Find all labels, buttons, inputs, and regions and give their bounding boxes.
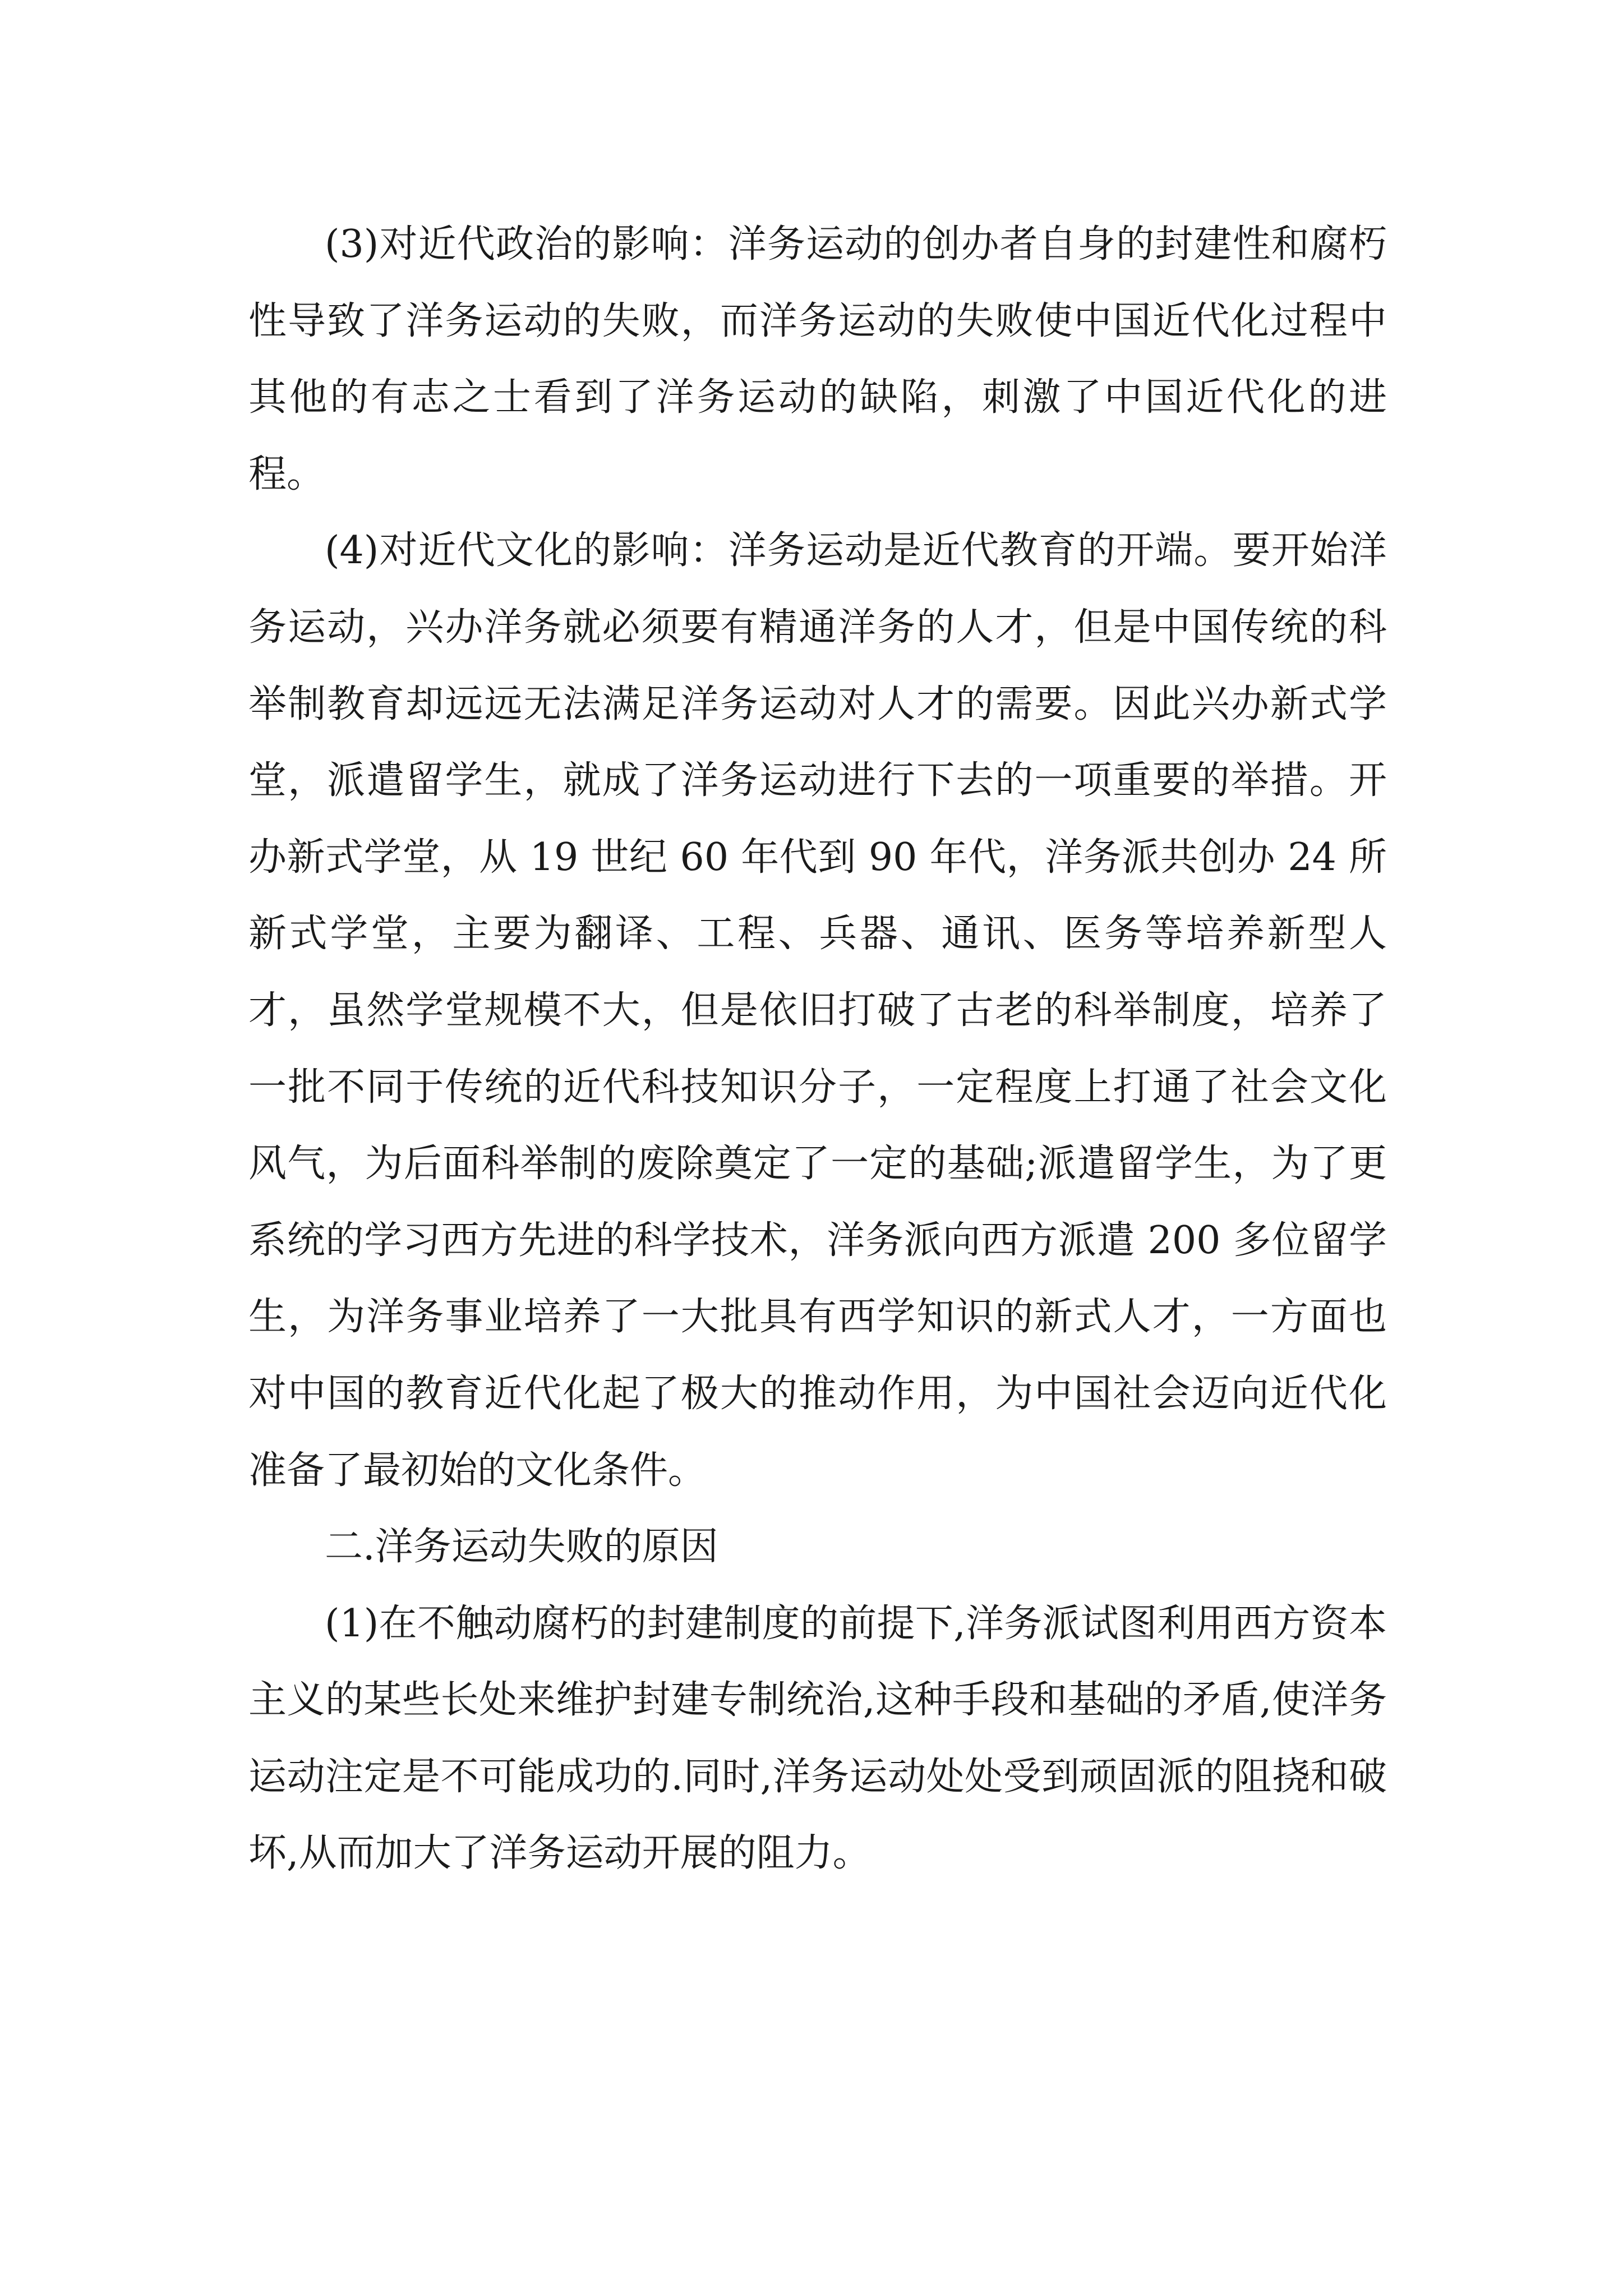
document-body (248, 206, 1387, 1892)
paragraph-failure-reason-1: (1)在不触动腐朽的封建制度的前提下,洋务派试图利用西方资本主义的某些长处来维护封建专制统治,这种手段和基础的矛盾,使洋务运动注定是不可能成功的.同时,洋务运动处处受到顽固派的阻挠和破坏,从而加大了洋务运动开展的阻力。 (248, 1601, 1387, 1876)
section-heading-failure-reasons: 二.洋务运动失败的原因 (325, 1525, 718, 1570)
paragraph-culture-impact: (4)对近代文化的影响：洋务运动是近代教育的开端。要开始洋务运动，兴办洋务就必须要有精通洋务的人才，但是中国传统的科举制教育却远远无法满足洋务运动对人才的需要。因此兴办新式学堂，派遣留学生，就成了洋务运动进行下去的一项重要的举措。开办新式学堂，从 19 世纪 60 年代到 90 年代，洋务派共创办 24 所新式学堂，主要为翻译、工程、兵器、通讯、医务等培养新型人才，虽然学堂规模不大，但是依旧打破了古老的科举制度，培养了一批不同于传统的近代科技知识分子，一定程度上打通了社会文化风气，为后面科举制的废除奠定了一定的基础;派遣留学生，为了更系统的学习西方先进的科学技术，洋务派向西方派遣 200 多位留学生，为洋务事业培养了一大批具有西学知识的新式人才，一方面也对中国的教育近代化起了极大的推动作用，为中国社会迈向近代化准备了最初始的文化条件。 (248, 528, 1387, 1493)
paragraph-politics-impact: (3)对近代政治的影响：洋务运动的创办者自身的封建性和腐朽性导致了洋务运动的失败，而洋务运动的失败使中国近代化过程中其他的有志之士看到了洋务运动的缺陷，刺激了中国近代化的进程。 (248, 222, 1387, 496)
